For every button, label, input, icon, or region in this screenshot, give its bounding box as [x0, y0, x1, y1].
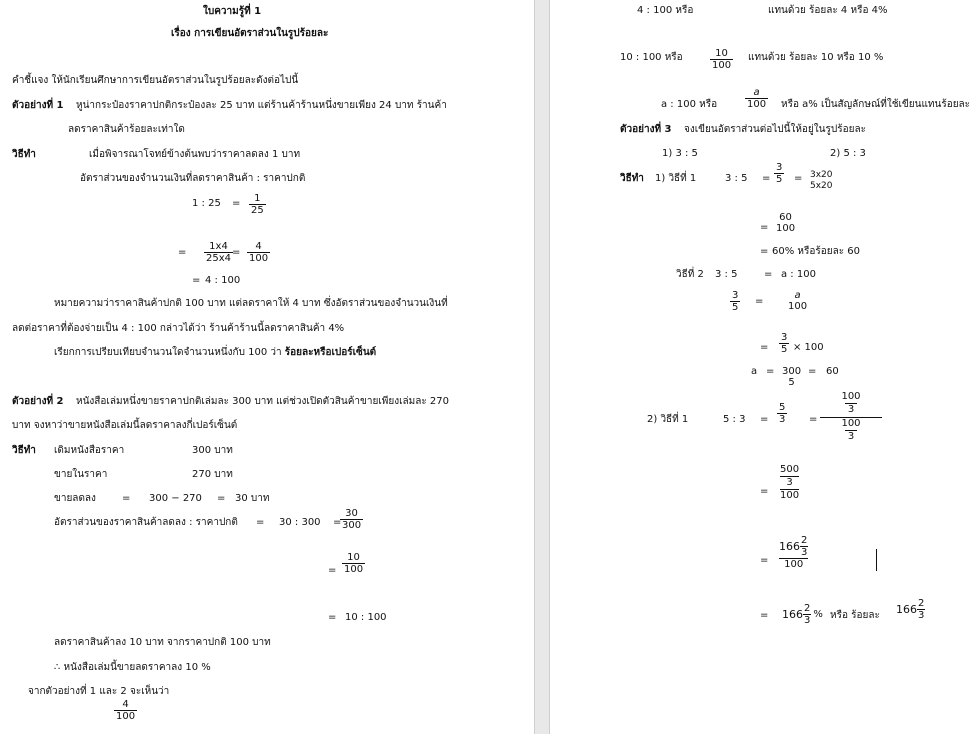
denominator: 3 — [918, 610, 925, 621]
example2-row3-label: ขายลดลง — [54, 493, 96, 504]
definition-term: ร้อยละหรือเปอร์เซ็นต์ — [284, 347, 377, 358]
complex-fraction-100-3-over-100-3 — [820, 391, 882, 443]
fraction-30-300 — [340, 508, 363, 531]
fraction-3-5 — [774, 162, 784, 185]
method-label: วิธีทำ — [620, 173, 644, 184]
numerator: 100 — [841, 418, 861, 429]
equals-sign: = — [232, 198, 241, 209]
percent-row1-ratio: 4 : 100 หรือ — [637, 5, 694, 16]
method1-label: 1) วิธีที่ 1 — [655, 173, 697, 184]
mixed-whole: 166 — [779, 540, 800, 553]
denominator: 100 — [780, 490, 800, 501]
fraction-4-100-bottom — [114, 699, 137, 722]
numerator: 5 — [779, 402, 786, 413]
inner-denominator: 3 — [780, 476, 799, 489]
equals-sign: = — [766, 366, 775, 377]
worksheet-subtitle: เรื่อง การเขียนอัตราส่วนในรูปร้อยละ — [171, 28, 329, 39]
fraction-1x4-25x4 — [204, 241, 233, 264]
fraction-5-3 — [777, 402, 787, 425]
mixed-whole: 166 — [896, 603, 917, 616]
denominator: 5 — [776, 174, 783, 185]
denominator: 3 — [845, 403, 857, 416]
denominator: 100 — [776, 223, 796, 234]
percent-row2-ratio: 10 : 100 หรือ — [620, 52, 683, 63]
fraction-60-100 — [774, 212, 797, 234]
mixed-whole: 166 — [782, 608, 803, 621]
fraction-300-5 — [780, 366, 803, 388]
equals-sign: = — [764, 269, 773, 280]
equals-sign: = — [794, 173, 803, 184]
lower-part — [820, 418, 882, 443]
worksheet-title: ใบความรู้ที่ 1 — [203, 6, 262, 17]
numerator: 4 — [255, 241, 262, 252]
equals-sign: = — [760, 414, 769, 425]
method-label: วิธีทำ — [12, 445, 36, 456]
example2-conclusion2: ∴ หนังสือเล่มนี้ขายลดราคาลง 10 % — [54, 662, 211, 673]
numerator: 60 — [779, 212, 792, 223]
example1-result-ratio: 4 : 100 — [205, 275, 241, 286]
example1-meaning-line3 — [54, 347, 376, 359]
percent-row2-meaning: แทนด้วย ร้อยละ 10 หรือ 10 % — [748, 52, 884, 63]
numerator: 10 — [715, 48, 728, 59]
example2-result-ratio: 10 : 100 — [345, 612, 387, 623]
denominator: 3 — [801, 547, 808, 558]
denominator: 25 — [251, 205, 264, 216]
equals-sign: = — [760, 222, 769, 233]
example2-row4-value: 30 : 300 — [279, 517, 321, 528]
numerator: 3 — [732, 290, 739, 301]
example1-method-line1: เมื่อพิจารณาโจทย์ข้างต้นพบว่าราคาลดลง 1 บาท — [89, 149, 301, 160]
variable-a: a — [751, 366, 758, 377]
equals-sign: = — [122, 493, 131, 504]
example3-problem1: 1) 3 : 5 — [662, 148, 698, 159]
denominator: 100 — [249, 253, 269, 264]
equals-sign: = — [232, 247, 241, 258]
method-label: วิธีทำ — [12, 149, 36, 160]
fraction-10-100 — [710, 48, 733, 71]
equals-sign: = — [808, 366, 817, 377]
fraction-10-100 — [342, 552, 365, 575]
fraction-3x20-5x20 — [808, 170, 835, 192]
fraction-a-100 — [745, 87, 768, 110]
numerator: 2 — [801, 535, 808, 546]
example3-text: จงเขียนอัตราส่วนต่อไปนี้ให้อยู่ในรูปร้อยละ — [684, 124, 866, 135]
fraction-500-3-over-100 — [780, 464, 799, 502]
denominator: 5x20 — [810, 181, 833, 191]
numerator: 10 — [347, 552, 360, 563]
example2-row3-value: 300 − 270 — [149, 493, 202, 504]
denominator: 100 — [779, 558, 808, 571]
numerator: 300 — [782, 366, 802, 377]
equals-sign: = — [328, 565, 337, 576]
example2-row2-value: 270 บาท — [192, 469, 233, 480]
example2-label: ตัวอย่างที่ 2 — [12, 396, 64, 407]
method1-result: 60% หรือร้อยละ 60 — [772, 246, 861, 257]
numerator: a — [753, 87, 760, 98]
method2-label: วิธีที่ 2 — [676, 269, 704, 280]
equals-sign: = — [333, 517, 342, 528]
denominator: 5 — [788, 377, 795, 388]
example1-meaning-line2: ลดต่อราคาที่ต้องจ่ายเป็น 4 : 100 กล่าวได้ว่า ร้านค้าร้านนี้ลดราคาสินค้า 4% — [12, 323, 345, 334]
definition-text: เรียกการเปรียบเทียบจำนวนใดจำนวนหนึ่งกับ 100 ว่า — [54, 347, 282, 358]
percent-row3-meaning: หรือ a% เป็นสัญลักษณ์ที่ใช้เขียนแทนร้อยละ — [781, 99, 971, 110]
method2-ratio: 3 : 5 — [715, 269, 738, 280]
equals-sign: = — [217, 493, 226, 504]
denominator: 100 — [747, 99, 767, 110]
numerator: 1x4 — [209, 241, 228, 252]
page-gutter — [534, 0, 550, 734]
denominator: 5 — [732, 302, 739, 313]
numerator: 2 — [804, 603, 811, 614]
numerator: 500 — [780, 464, 800, 475]
numerator: 3x20 — [810, 170, 833, 180]
mixed-number — [779, 535, 808, 558]
example1-line1: หูน่ากระป๋องราคาปกติกระป๋องละ 25 บาท แต่ร้านค้าร้านหนึ่งขายเพียง 24 บาท ร้านค้า — [76, 100, 447, 111]
example2-conclusion1: ลดราคาสินค้าลง 10 บาท จากราคาปกติ 100 บาท — [54, 637, 271, 648]
example2-row2-label: ขายในราคา — [54, 469, 108, 480]
example1-meaning-line1: หมายความว่าราคาสินค้าปกติ 100 บาท แต่ลดราคาให้ 4 บาท ซึ่งอัตราส่วนของจำนวนเงินที่ — [54, 298, 448, 309]
denominator: 5 — [781, 344, 788, 355]
numerator: 3 — [781, 332, 788, 343]
equals-sign: = — [178, 247, 187, 258]
text-cursor — [876, 549, 877, 571]
equals-sign: = — [762, 173, 771, 184]
equals-sign: = — [328, 612, 337, 623]
numerator: 3 — [776, 162, 783, 173]
method2-rhs: a : 100 — [781, 269, 816, 280]
denominator: 3 — [779, 414, 786, 425]
example2-row1-label: เดิมหนังสือราคา — [54, 445, 125, 456]
equals-sign: = — [256, 517, 265, 528]
example1-ratio: 1 : 25 — [192, 198, 221, 209]
denominator: 25x4 — [206, 253, 232, 264]
fraction-1-25 — [249, 193, 266, 216]
numerator: 30 — [345, 508, 358, 519]
problem2-method1-label: 2) วิธีที่ 1 — [647, 414, 689, 425]
numerator: a — [794, 290, 801, 301]
instruction-text: คำชี้แจง ให้นักเรียนศึกษาการเขียนอัตราส่วนในรูปร้อยละดังต่อไปนี้ — [12, 75, 299, 86]
final-mixed-number — [782, 603, 823, 626]
example1-line2: ลดราคาสินค้าร้อยละเท่าใด — [68, 124, 185, 135]
equals-sign: = — [755, 296, 764, 307]
denominator: 3 — [804, 615, 811, 626]
method1-ratio: 3 : 5 — [725, 173, 748, 184]
equals-sign: = — [809, 414, 818, 425]
percent-sign: % — [813, 609, 823, 620]
right-document-page — [550, 0, 973, 734]
percent-row3-ratio: a : 100 หรือ — [661, 99, 718, 110]
fraction-4-100 — [247, 241, 270, 264]
fraction-a-100-m2 — [786, 290, 809, 312]
example1-method-line2: อัตราส่วนของจำนวนเงินที่ลดราคาสินค้า : ราคาปกติ — [80, 173, 306, 184]
numerator: 1 — [254, 193, 261, 204]
percent-row1-meaning: แทนด้วย ร้อยละ 4 หรือ 4% — [768, 5, 888, 16]
equals-sign: = — [192, 275, 201, 286]
equals-sign: = — [760, 555, 769, 566]
example2-row3-result: 30 บาท — [235, 493, 270, 504]
method2-result: 60 — [826, 366, 839, 377]
fraction-mixed-over-100 — [779, 535, 808, 571]
mixed-fraction — [803, 603, 811, 626]
mixed-fraction — [917, 598, 925, 621]
equals-sign: = — [760, 486, 769, 497]
equals-sign: = — [760, 246, 769, 257]
fraction-3-5-m2 — [730, 290, 740, 313]
denominator: 100 — [344, 564, 364, 575]
problem2-ratio: 5 : 3 — [723, 414, 746, 425]
fraction-3-5-times — [779, 332, 789, 355]
example2-row1-value: 300 บาท — [192, 445, 233, 456]
denominator: 100 — [116, 711, 136, 722]
denominator: 3 — [845, 430, 857, 443]
numerator: 2 — [918, 598, 925, 609]
example2-row4-label: อัตราส่วนของราคาสินค้าลดลง : ราคาปกติ — [54, 517, 238, 528]
denominator: 100 — [788, 301, 808, 312]
final-mixed-number-2 — [896, 598, 925, 621]
mixed-fraction — [800, 535, 808, 558]
example2-line1: หนังสือเล่มหนึ่งขายราคาปกติเล่มละ 300 บาท แต่ช่วงเปิดตัวสินค้าขายเพียงเล่มละ 270 — [76, 396, 449, 407]
denominator: 300 — [342, 520, 362, 531]
upper-part — [820, 391, 882, 416]
final-or-label: หรือ ร้อยละ — [830, 610, 880, 621]
numerator: 100 — [841, 391, 861, 402]
numerator: 4 — [122, 699, 129, 710]
example3-problem2: 2) 5 : 3 — [830, 148, 866, 159]
example2-line2: บาท จงหาว่าขายหนังสือเล่มนี้ลดราคาลงกี่เปอร์เซ็นต์ — [12, 420, 238, 431]
example3-label: ตัวอย่างที่ 3 — [620, 124, 672, 135]
equals-sign: = — [760, 342, 769, 353]
summary-intro: จากตัวอย่างที่ 1 และ 2 จะเห็นว่า — [28, 686, 170, 697]
example1-label: ตัวอย่างที่ 1 — [12, 100, 64, 111]
equals-sign: = — [760, 610, 769, 621]
times-100: × 100 — [793, 342, 824, 353]
denominator: 100 — [712, 60, 732, 71]
